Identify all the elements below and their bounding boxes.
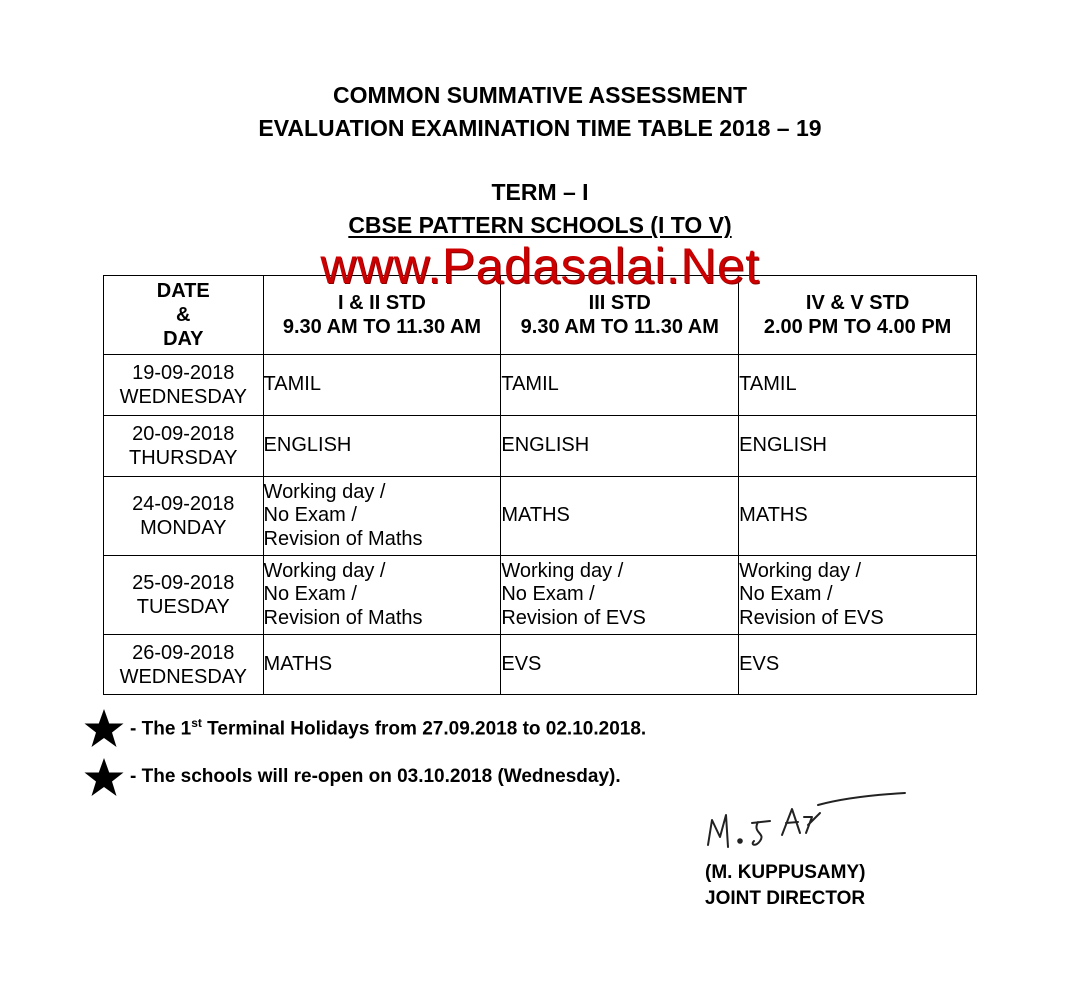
subject-cell <box>501 477 739 556</box>
day-text: WEDNESDAY <box>119 386 247 408</box>
doc-title-line1: COMMON SUMMATIVE ASSESSMENT <box>332 82 747 108</box>
subject-cell <box>263 477 501 556</box>
day-text: TUESDAY <box>136 596 230 618</box>
subject-text: TAMIL <box>739 373 797 396</box>
header-std-label: IV & V STD <box>805 292 910 314</box>
subject-cell <box>739 416 977 477</box>
table-row <box>104 355 977 416</box>
header-amp-label: & <box>176 304 191 326</box>
date-day-cell <box>104 635 264 695</box>
subject-text: Working day / <box>263 480 386 503</box>
date-day-cell <box>104 416 264 477</box>
doc-title-line2: EVALUATION EXAMINATION TIME TABLE 2018 – 19 <box>258 115 822 141</box>
date-text: 20-09-2018 <box>132 423 235 445</box>
header-time-label: 9.30 AM TO 11.30 AM <box>520 316 719 338</box>
subject-cell <box>263 556 501 635</box>
header-time-label: 9.30 AM TO 11.30 AM <box>282 316 482 338</box>
school-pattern-text: CBSE PATTERN SCHOOLS (I TO V) <box>348 212 732 238</box>
table-row <box>104 556 977 635</box>
subject-cell <box>263 416 501 477</box>
signatory-title: JOINT DIRECTOR <box>705 888 866 909</box>
table-row <box>104 416 977 477</box>
subject-text: Revision of Maths <box>263 606 423 629</box>
header-time-label: 2.00 PM TO 4.00 PM <box>763 316 952 338</box>
date-text: 24-09-2018 <box>132 493 235 515</box>
term-heading: TERM – I <box>491 179 589 205</box>
date-day-cell <box>104 556 264 635</box>
subject-text: MATHS <box>501 504 570 527</box>
watermark-text: www.Padasalai.Net <box>320 238 760 294</box>
subject-text: No Exam / <box>263 583 357 606</box>
subject-text: Working day / <box>501 559 624 582</box>
note-reopen <box>84 757 621 797</box>
star-icon <box>84 757 124 797</box>
table-row <box>104 635 977 695</box>
subject-text: ENGLISH <box>263 434 352 457</box>
day-text: THURSDAY <box>129 447 238 469</box>
header-date-label: DATE <box>156 280 210 302</box>
subject-cell <box>263 355 501 416</box>
subject-cell <box>739 355 977 416</box>
note-holidays-text: - The 1st Terminal Holidays from 27.09.2018 to 02.10.2018. <box>130 715 647 740</box>
note-reopen-text: - The schools will re-open on 03.10.2018 (Wednesday). <box>130 766 621 787</box>
subject-cell <box>739 477 977 556</box>
subject-text: TAMIL <box>501 373 559 396</box>
subject-cell <box>501 635 739 695</box>
header-std-label: I & II STD <box>338 292 426 314</box>
subject-text: EVS <box>739 652 780 675</box>
note-holidays <box>84 708 646 748</box>
date-text: 25-09-2018 <box>132 572 235 594</box>
subject-cell <box>501 556 739 635</box>
subject-cell <box>263 635 501 695</box>
date-day-cell <box>104 355 264 416</box>
date-day-cell <box>104 477 264 556</box>
subject-text: No Exam / <box>263 504 357 527</box>
table-row <box>104 477 977 556</box>
header-day-label: DAY <box>163 328 204 350</box>
signature-image <box>700 775 920 865</box>
subject-cell <box>739 635 977 695</box>
subject-text: Revision of EVS <box>501 606 646 629</box>
day-text: MONDAY <box>140 517 227 539</box>
subject-text: ENGLISH <box>501 434 590 457</box>
header-std-label: III STD <box>588 292 651 314</box>
date-text: 26-09-2018 <box>132 641 235 664</box>
subject-text: ENGLISH <box>739 434 827 457</box>
signatory-name: (M. KUPPUSAMY) <box>705 862 866 883</box>
subject-text: EVS <box>501 652 542 675</box>
exam-timetable <box>103 275 977 695</box>
subject-text: MATHS <box>263 652 333 675</box>
subject-text: Revision of EVS <box>739 606 884 629</box>
star-icon <box>84 708 124 748</box>
subject-text: Revision of Maths <box>263 527 423 550</box>
day-text: WEDNESDAY <box>119 665 247 688</box>
subject-text: MATHS <box>739 504 808 527</box>
subject-cell <box>501 355 739 416</box>
subject-cell <box>501 416 739 477</box>
subject-text: TAMIL <box>263 373 321 396</box>
subject-text: Working day / <box>739 559 862 582</box>
subject-text: Working day / <box>263 559 386 582</box>
subject-text: No Exam / <box>501 583 595 606</box>
date-text: 19-09-2018 <box>132 362 235 384</box>
subject-text: No Exam / <box>739 583 833 606</box>
subject-cell <box>739 556 977 635</box>
